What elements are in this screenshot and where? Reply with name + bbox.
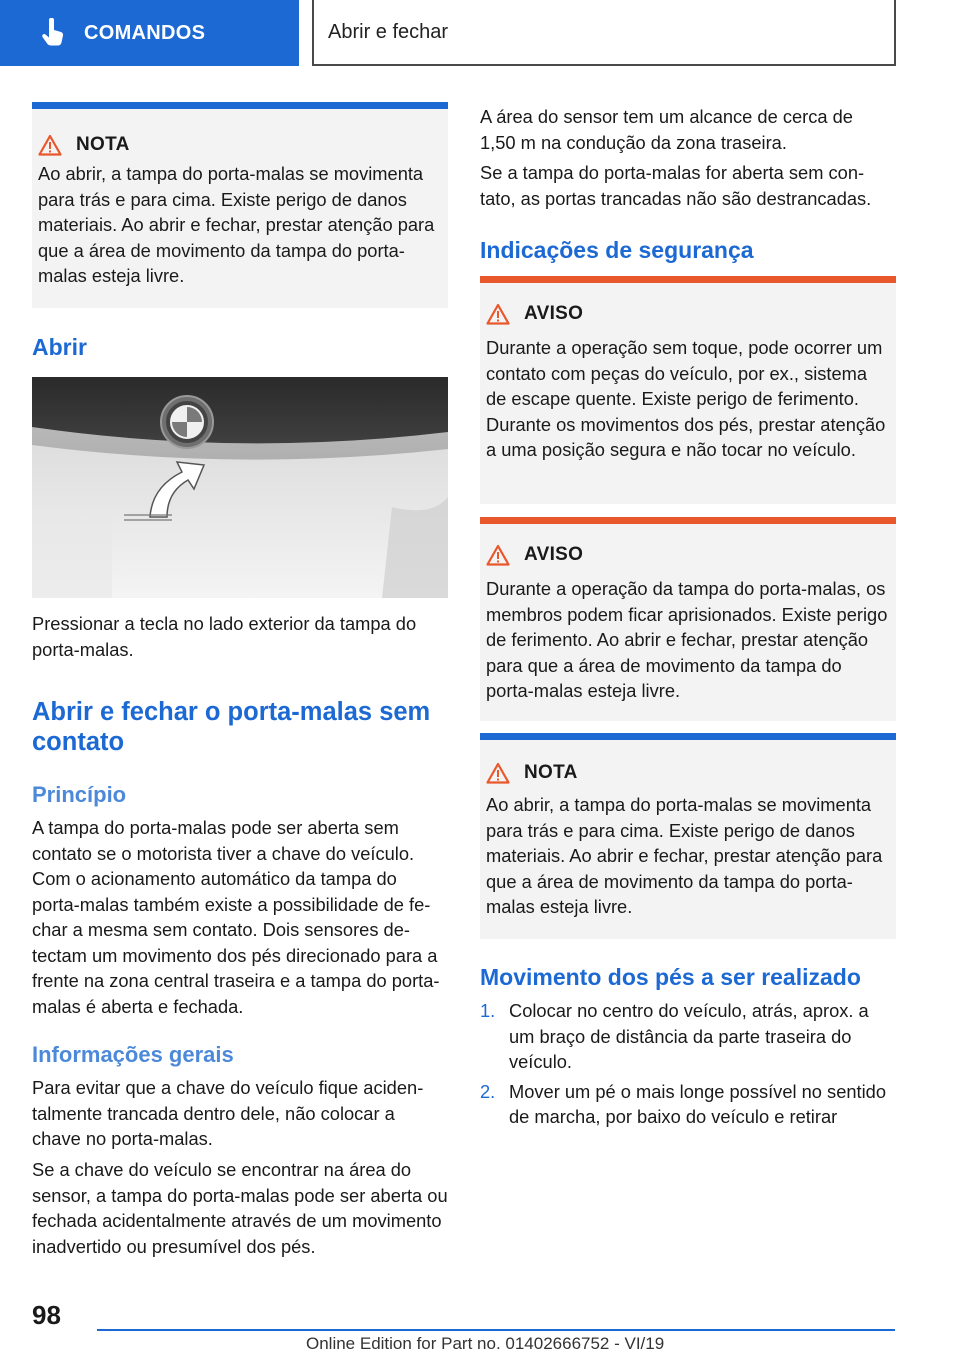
warning-box-1 [480, 276, 896, 504]
trunk-button-photo [32, 377, 448, 598]
note-title [24, 134, 130, 156]
warning-bar [480, 517, 896, 524]
step-number: 1. [480, 1000, 496, 1021]
warning-bar [480, 276, 896, 283]
sensor-range-text: A área do sensor tem um alcance de cerca de 1,50 m na condução da zona traseira. [480, 106, 853, 153]
principio-text: A tampa do porta-malas pode ser aberta sem contato se o motorista tiver a chave do veículo. Com o acionamento automático da tampa do porta-malas também existe a possibilidade de fechar a mesma sem contato. Dois sensores detectam um movimento dos pés direcionado para a frente na zona central traseira e a tampa do porta-malas é aberta e fechada. [32, 817, 440, 1017]
warning-text: Durante a operação da tampa do porta-malas, os membros podem ficar aprisionados. Existe perigo de ferimento. Ao abrir e fechar, prestar atenção para que a área de movimento da tampa do porta-malas esteja livre. [486, 578, 888, 701]
warning-triangle-icon [486, 303, 510, 325]
page-number: 98 [32, 1300, 61, 1330]
main-heading: Abrir e fechar o porta-malas sem contato [32, 698, 431, 756]
note-text: Ao abrir, a tampa do porta-malas se movimenta para trás e para cima. Existe perigo de danos materiais. Ao abrir e fechar, prestar atenção para que a área de movimento da tampa do porta-malas esteja livre. [486, 794, 883, 917]
note-bar [32, 102, 448, 109]
photo-caption: Pressionar a tecla no lado exterior da tampa do porta-malas. [32, 613, 417, 660]
note-title [472, 762, 578, 784]
list-item [480, 998, 892, 1075]
step-text: Colocar no centro do veículo, atrás, aprox. a um braço de distância da parte traseira do veículo. [509, 1000, 869, 1072]
warning-text: Durante a operação sem toque, pode ocorrer um contato com peças do veículo, por ex., sistema de escape quente. Existe perigo de ferimento. Durante os movimentos dos pés, prestar atenção a uma posição segura e não tocar no veículo. [486, 337, 886, 460]
warning-box-2 [480, 517, 896, 721]
trunk-illustration [32, 377, 448, 598]
warning-triangle-icon [486, 544, 510, 566]
warning-title [472, 303, 583, 325]
hand-pointer-icon [40, 18, 66, 48]
warning-title-text: AVISO [524, 544, 584, 565]
info-paragraph-2: Se a chave do veículo se encontrar na área do sensor, a tampa do porta-malas pode ser aberta ou fechada acidentalmente através de um movimento inadvertido ou presumível dos pés. [32, 1159, 448, 1257]
movement-steps [480, 998, 892, 1134]
warning-title-text: AVISO [524, 303, 584, 324]
abrir-heading: Abrir [32, 334, 87, 360]
edition-footer: Online Edition for Part no. 01402666752 - VI/19 [306, 1334, 665, 1353]
safety-heading: Indicações de segurança [480, 237, 754, 263]
info-heading: Informações gerais [32, 1042, 234, 1067]
movement-heading: Movimento dos pés a ser realizado [480, 964, 861, 990]
warning-triangle-icon [486, 762, 510, 784]
section-tab [0, 0, 299, 66]
list-item [480, 1079, 892, 1130]
principio-heading: Princípio [32, 782, 127, 807]
warning-triangle-icon [38, 134, 62, 156]
note-title-text: NOTA [524, 762, 578, 783]
doors-text: Se a tampa do porta-malas for aberta sem contato, as portas trancadas não são destrancadas. [480, 162, 872, 209]
topic-title: Abrir e fechar [328, 20, 449, 43]
warning-title [472, 544, 583, 566]
footer-divider [97, 1329, 895, 1331]
info-paragraph-1: Para evitar que a chave do veículo fique acidentalmente trancada dentro dele, não colocar a chave no porta-malas. [32, 1077, 424, 1149]
topic-header [312, 0, 896, 66]
note-box-2 [480, 733, 896, 939]
note-bar [480, 733, 896, 740]
note-text: Ao abrir, a tampa do porta-malas se movimenta para trás e para cima. Existe perigo de danos materiais. Ao abrir e fechar, prestar atenção para que a área de movimento da tampa do porta-malas esteja livre. [38, 163, 435, 286]
section-title: COMANDOS [84, 21, 206, 44]
step-text: Mover um pé o mais longe possível no sentido de marcha, por baixo do veículo e retirar [509, 1080, 886, 1127]
step-number: 2. [480, 1080, 496, 1102]
note-title-text: NOTA [76, 134, 130, 155]
note-box [32, 102, 448, 308]
